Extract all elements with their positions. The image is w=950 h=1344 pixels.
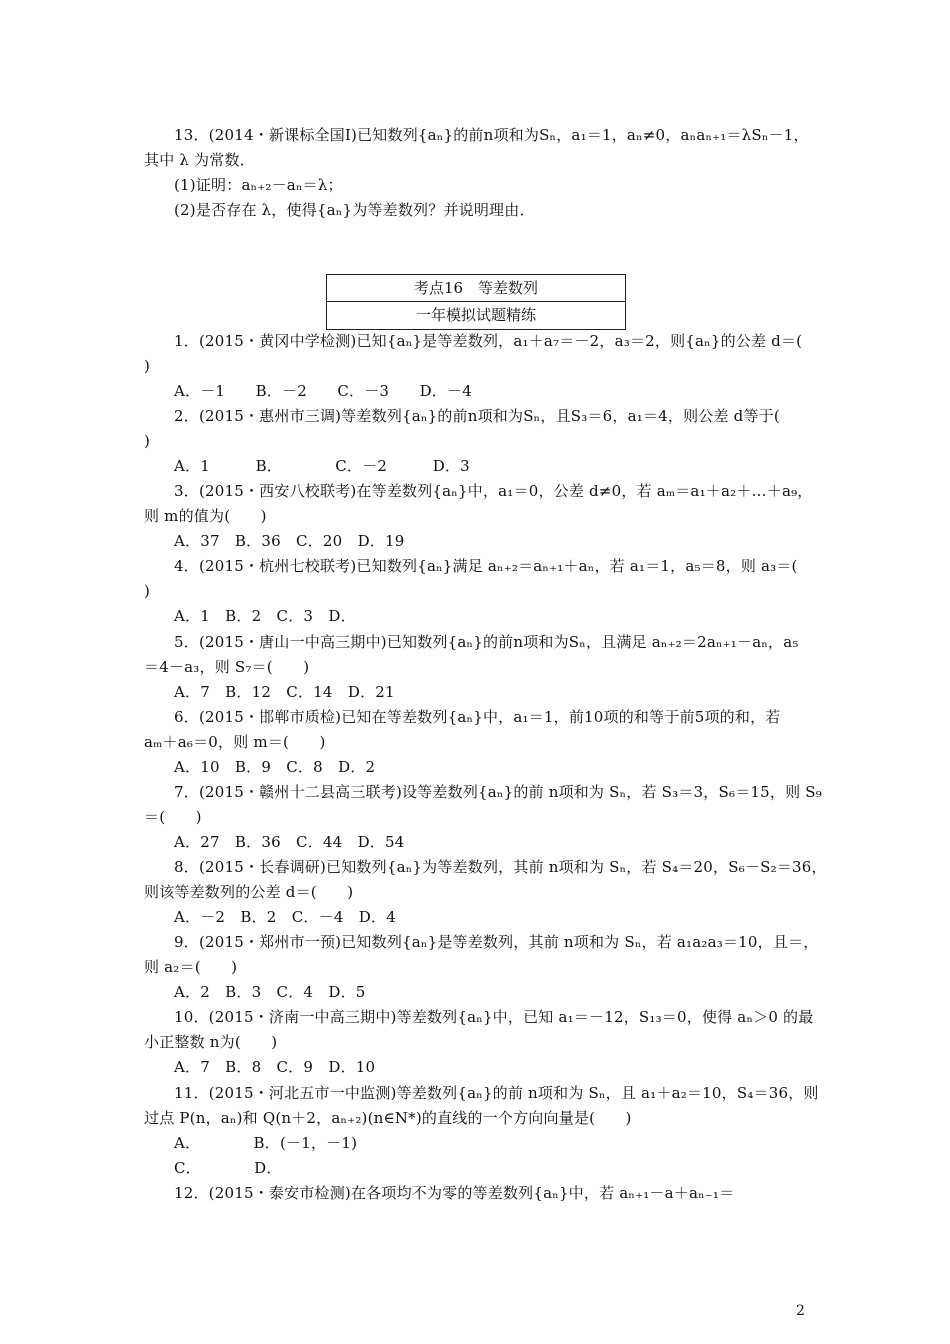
q12-line1: 12．(2015・泰安市检测)在各项均不为零的等差数列{aₙ}中，若 aₙ₊₁－a＋aₙ₋₁＝ — [174, 1184, 735, 1202]
q9-line1: 9．(2015・郑州市一预)已知数列{aₙ}是等差数列，其前 n项和为 Sₙ，若 a₁a₂a₃＝10，且＝， — [174, 933, 819, 951]
q7-line2: ＝( ) — [144, 808, 202, 826]
q2-line2: ) — [144, 432, 151, 450]
q3-line2: 则 m的值为( ) — [144, 507, 267, 525]
q1-line1: 1．(2015・黄冈中学检测)已知{aₙ}是等差数列，a₁＋a₇＝－2，a₃＝2，则{aₙ}的公差 d＝( — [174, 332, 803, 350]
q2-options: A．1 B． C．－2 D．3 — [174, 457, 470, 475]
q9-options: A．2 B．3 C．4 D．5 — [174, 983, 366, 1001]
q7-line1: 7．(2015・赣州十二县高三联考)设等差数列{aₙ}的前 n项和为 Sₙ，若 S₃＝3，S₆＝15，则 S₉ — [174, 783, 822, 801]
q5-options: A．7 B．12 C．14 D．21 — [174, 683, 395, 701]
page-number: 2 — [796, 1303, 805, 1319]
q2-line1: 2．(2015・惠州市三调)等差数列{aₙ}的前n项和为Sₙ，且S₃＝6，a₁＝4，则公差 d等于( — [174, 407, 780, 425]
q11-options-row1: A． B．(－1，－1) — [174, 1134, 358, 1152]
q7-options: A．27 B．36 C．44 D．54 — [174, 833, 405, 851]
q3-line1: 3．(2015・西安八校联考)在等差数列{aₙ}中，a₁＝0，公差 d≠0，若 aₘ＝a₁＋a₂＋…＋a₉， — [174, 482, 813, 500]
q6-options: A．10 B．9 C．8 D．2 — [174, 758, 376, 776]
q1-line2: ) — [144, 357, 151, 375]
q8-line1: 8．(2015・长春调研)已知数列{aₙ}为等差数列，其前 n项和为 Sₙ，若 S₄＝20，S₆－S₂＝36， — [174, 858, 827, 876]
q13-part1: (1)证明：aₙ₊₂－aₙ＝λ； — [174, 176, 343, 194]
q13-part2: (2)是否存在 λ，使得{aₙ}为等差数列？并说明理由． — [174, 201, 535, 219]
q11-options-row2: C． D． — [174, 1159, 282, 1177]
q11-line2: 过点 P(n，aₙ)和 Q(n＋2，aₙ₊₂)(n∈N*)的直线的一个方向向量是( ) — [144, 1109, 632, 1127]
q1-options: A．－1 B．－2 C．－3 D．－4 — [174, 382, 472, 400]
section-heading-box — [326, 274, 626, 330]
q10-line2: 小正整数 n为( ) — [144, 1033, 278, 1051]
q3-options: A．37 B．36 C．20 D．19 — [174, 532, 405, 550]
q9-line2: 则 a₂＝( ) — [144, 958, 238, 976]
q5-line1: 5．(2015・唐山一中高三期中)已知数列{aₙ}的前n项和为Sₙ，且满足 aₙ₊₂＝2aₙ₊₁－aₙ，a₅ — [174, 633, 799, 651]
q4-options: A．1 B．2 C．3 D． — [174, 607, 356, 625]
q5-line2: ＝4－a₃，则 S₇＝( ) — [144, 658, 310, 676]
q4-line1: 4．(2015・杭州七校联考)已知数列{aₙ}满足 aₙ₊₂＝aₙ₊₁＋aₙ，若 a₁＝1，a₅＝8，则 a₃＝( — [174, 557, 798, 575]
q4-line2: ) — [144, 582, 151, 600]
section-title: 考点16 等差数列 — [327, 275, 625, 302]
q6-line2: aₘ＋a₆＝0，则 m＝( ) — [144, 733, 326, 751]
q8-options: A．－2 B．2 C．－4 D．4 — [174, 908, 396, 926]
q8-line2: 则该等差数列的公差 d＝( ) — [144, 883, 354, 901]
q6-line1: 6．(2015・邯郸市质检)已知在等差数列{aₙ}中，a₁＝1，前10项的和等于前5项的和，若 — [174, 708, 781, 726]
q11-line1: 11．(2015・河北五市一中监测)等差数列{aₙ}的前 n项和为 Sₙ，且 a₁＋a₂＝10，S₄＝36，则 — [174, 1084, 819, 1102]
q13-line2: 其中 λ 为常数． — [144, 151, 255, 169]
q10-line1: 10．(2015・济南一中高三期中)等差数列{aₙ}中，已知 a₁＝－12，S₁₃＝0，使得 aₙ＞0 的最 — [174, 1008, 814, 1026]
q13-line1: 13．(2014・新课标全国Ⅰ)已知数列{aₙ}的前n项和为Sₙ，a₁＝1，aₙ≠0，aₙaₙ₊₁＝λSₙ－1， — [174, 126, 809, 144]
section-subtitle: 一年模拟试题精练 — [415, 306, 536, 324]
q10-options: A．7 B．8 C．9 D．10 — [174, 1058, 376, 1076]
